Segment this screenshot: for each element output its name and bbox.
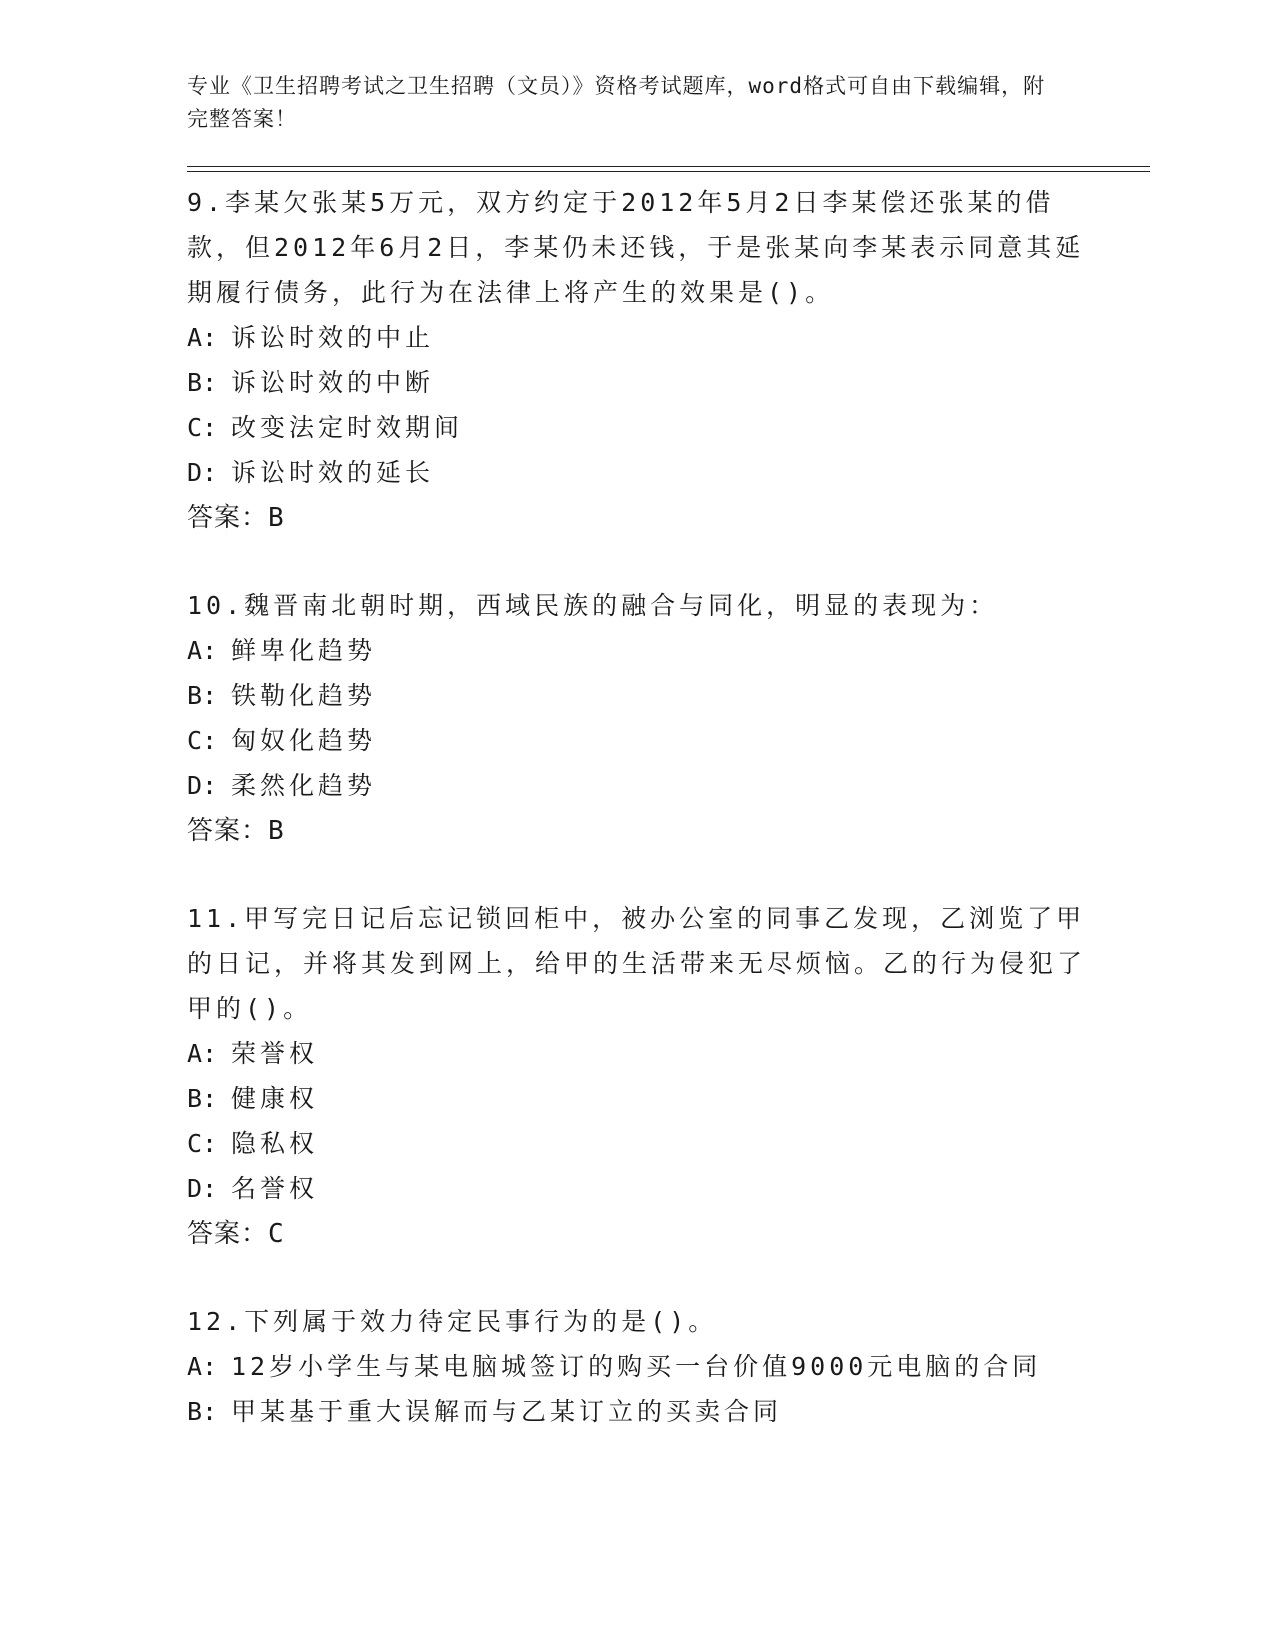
question-9 bbox=[187, 180, 1147, 541]
option-a bbox=[187, 315, 1147, 360]
option-b bbox=[187, 360, 1147, 405]
option-key: B: bbox=[187, 681, 218, 710]
option-text: 改变法定时效期间 bbox=[231, 413, 464, 442]
header-divider bbox=[187, 166, 1150, 172]
option-text: 隐私权 bbox=[231, 1129, 319, 1158]
option-c bbox=[187, 1121, 1147, 1166]
answer-label: 答案： bbox=[187, 1219, 269, 1249]
answer-value: C bbox=[268, 1219, 285, 1249]
question-text: 12.下列属于效力待定民事行为的是()。 bbox=[187, 1307, 718, 1336]
option-key: D: bbox=[187, 458, 218, 487]
question-12 bbox=[187, 1299, 1147, 1434]
option-a bbox=[187, 628, 1147, 673]
option-c bbox=[187, 718, 1147, 763]
answer-value: B bbox=[268, 503, 285, 533]
answer-label: 答案： bbox=[187, 816, 269, 846]
question-text: 9.李某欠张某5万元，双方约定于2012年5月2日李某偿还张某的借款，但2012年6月2日，李某仍未还钱，于是张某向李某表示同意其延期履行债务，此行为在法律上将产生的效果是()。 bbox=[187, 188, 1085, 307]
option-text: 诉讼时效的中断 bbox=[231, 368, 435, 397]
answer bbox=[187, 808, 1147, 854]
option-key: A: bbox=[187, 323, 218, 352]
option-d bbox=[187, 1166, 1147, 1211]
option-key: B: bbox=[187, 368, 218, 397]
option-text: 诉讼时效的中止 bbox=[231, 323, 435, 352]
document-page bbox=[187, 70, 1147, 1476]
option-key: C: bbox=[187, 413, 218, 442]
option-text: 荣誉权 bbox=[231, 1039, 319, 1068]
option-text: 柔然化趋势 bbox=[231, 771, 377, 800]
option-b bbox=[187, 1389, 1147, 1434]
option-text: 铁勒化趋势 bbox=[231, 681, 377, 710]
option-a bbox=[187, 1031, 1147, 1076]
option-c bbox=[187, 405, 1147, 450]
option-text: 匈奴化趋势 bbox=[231, 726, 377, 755]
option-text: 诉讼时效的延长 bbox=[231, 458, 435, 487]
option-text: 鲜卑化趋势 bbox=[231, 636, 377, 665]
question-text: 10.魏晋南北朝时期，西域民族的融合与同化，明显的表现为： bbox=[187, 591, 999, 620]
option-d bbox=[187, 763, 1147, 808]
option-key: B: bbox=[187, 1397, 218, 1426]
option-key: A: bbox=[187, 1039, 218, 1068]
option-b bbox=[187, 1076, 1147, 1121]
answer-value: B bbox=[268, 816, 285, 846]
option-text: 12岁小学生与某电脑城签订的购买一台价值9000元电脑的合同 bbox=[231, 1352, 1042, 1381]
question-text: 11.甲写完日记后忘记锁回柜中，被办公室的同事乙发现，乙浏览了甲的日记，并将其发到网上，给甲的生活带来无尽烦恼。乙的行为侵犯了甲的()。 bbox=[187, 904, 1087, 1023]
question-list bbox=[187, 180, 1147, 1434]
option-key: B: bbox=[187, 1084, 218, 1113]
option-key: C: bbox=[187, 1129, 218, 1158]
option-d bbox=[187, 450, 1147, 495]
question-10 bbox=[187, 583, 1147, 854]
option-key: D: bbox=[187, 771, 218, 800]
answer bbox=[187, 495, 1147, 541]
document-header: 专业《卫生招聘考试之卫生招聘（文员）》资格考试题库，word格式可自由下载编辑，附完整答案！ bbox=[187, 74, 1046, 131]
option-key: A: bbox=[187, 636, 218, 665]
option-key: D: bbox=[187, 1174, 218, 1203]
option-b bbox=[187, 673, 1147, 718]
option-a bbox=[187, 1344, 1147, 1389]
option-text: 名誉权 bbox=[231, 1174, 319, 1203]
option-key: A: bbox=[187, 1352, 218, 1381]
answer bbox=[187, 1211, 1147, 1257]
question-11 bbox=[187, 896, 1147, 1257]
option-key: C: bbox=[187, 726, 218, 755]
option-text: 健康权 bbox=[231, 1084, 319, 1113]
answer-label: 答案： bbox=[187, 503, 269, 533]
option-text: 甲某基于重大误解而与乙某订立的买卖合同 bbox=[231, 1397, 783, 1426]
